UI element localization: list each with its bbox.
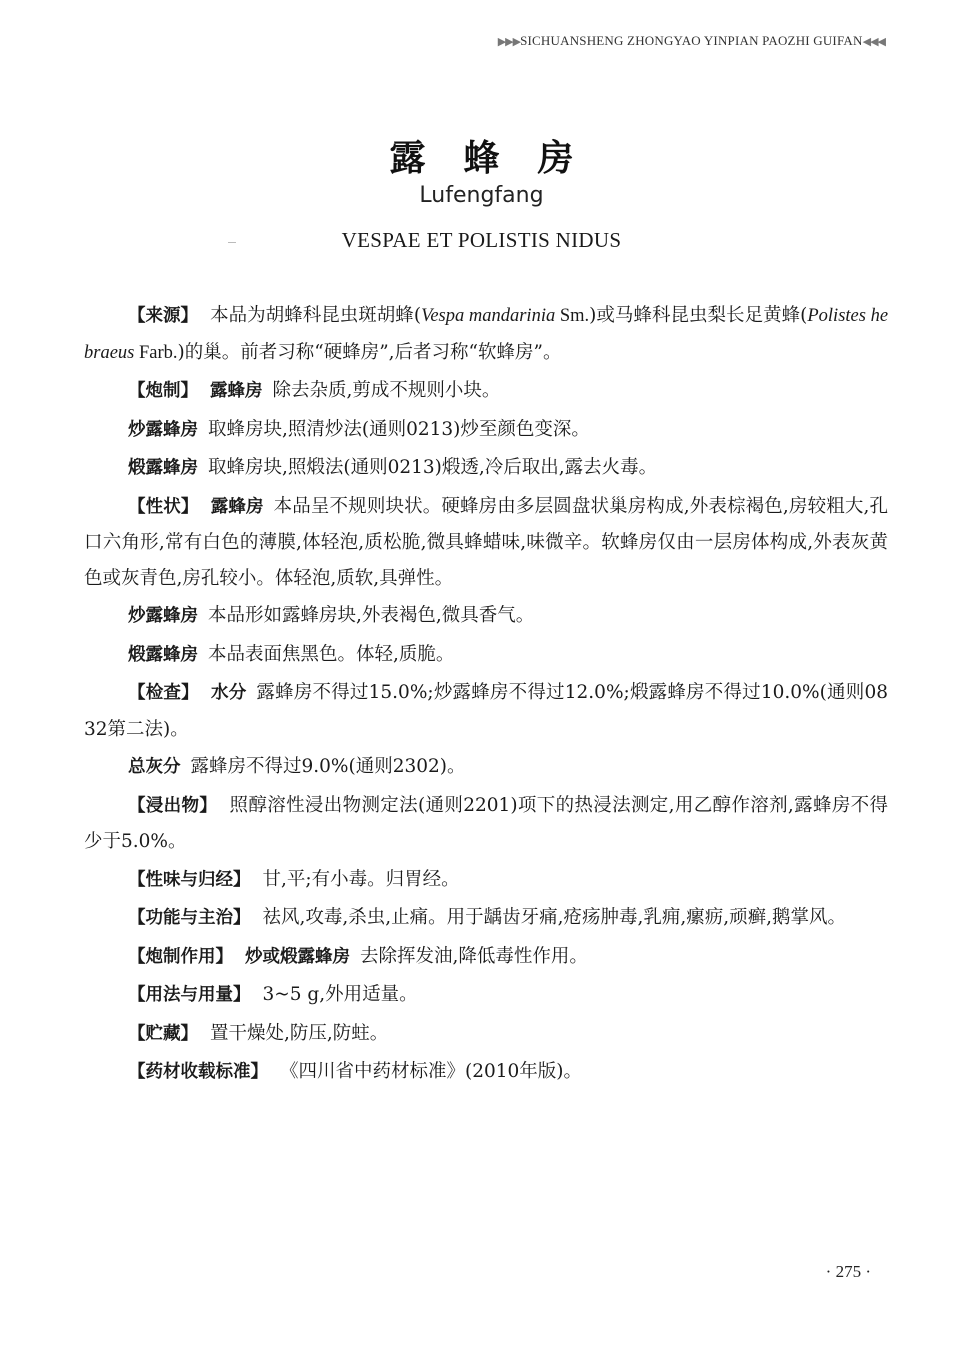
species-vespa: Vespa mandarinia [421, 306, 556, 326]
page-title: 露蜂房 [389, 137, 612, 179]
section-processing: 【炮制】 露蜂房 除去杂质,剪成不规则小块。 [128, 380, 501, 401]
section-storage: 【贮藏】 置干燥处,防压,防蛀。 [128, 1022, 389, 1044]
label-taste: 【性味与归经】 [128, 869, 251, 890]
label-dosage: 【用法与用量】 [128, 985, 251, 1005]
processing-calcined: 煅露蜂房 取蜂房块,照煅法(通则0213)煅透,冷后取出,露去火毒。 [128, 457, 658, 478]
pinyin-name: Lufengfang [419, 183, 544, 208]
properties-calcined: 煅露蜂房 本品表面焦黑色。体轻,质脆。 [128, 643, 455, 665]
section-extract: 【浸出物】 照醇溶性浸出物测定法(通则2201)项下的热浸法测定,用乙醇作溶剂,露蜂房不得少于5.0%。 [84, 794, 889, 852]
running-header [498, 33, 885, 49]
properties-stir-fried: 炒露蜂房 本品形如露蜂房块,外表褐色,微具香气。 [128, 605, 535, 626]
section-dosage: 【用法与用量】 3~5 g,外用适量。 [128, 984, 418, 1005]
arrows-right-icon: ◀◀◀ [862, 36, 885, 48]
section-inspection: 【检查】 水分 露蜂房不得过15.0%;炒露蜂房不得过12.0%;煅露蜂房不得过10.0%(通则0832第二法)。 [84, 682, 888, 740]
label-extract: 【浸出物】 [128, 795, 218, 816]
species-polistes: Polistes hebraeus [84, 306, 889, 363]
section-effect: 【炮制作用】 炒或煅露蜂房 去除挥发油,降低毒性作用。 [128, 945, 588, 967]
label-function: 【功能与主治】 [128, 908, 251, 928]
running-title: SICHUANSHENG ZHONGYAO YINPIAN PAOZHI GUIFAN [520, 33, 863, 48]
label-effect: 【炮制作用】 [128, 946, 233, 967]
label-properties: 【性状】 [128, 496, 199, 517]
inspection-ash: 总灰分 露蜂房不得过9.0%(通则2302)。 [128, 756, 466, 777]
label-inspection: 【检查】 [128, 683, 199, 703]
processing-stir-fried: 炒露蜂房 取蜂房块,照清炒法(通则0213)炒至颜色变深。 [128, 418, 590, 440]
page-number: · 275 · [825, 1262, 871, 1281]
section-source: 【来源】 本品为胡蜂科昆虫斑胡蜂(Vespa mandarinia Sm.)或马蜂科昆虫梨长足黄蜂(Polistes hebraeus Farb.)的巢。前者习称“硬蜂房”,后者习称“软蜂房”。 [84, 305, 889, 363]
label-source: 【来源】 [128, 306, 199, 326]
monograph-body [84, 298, 888, 1093]
section-function: 【功能与主治】 祛风,攻毒,杀虫,止痛。用于龋齿牙痛,疮疡肿毒,乳痈,瘰疬,顽癣,鹅掌风。 [128, 907, 847, 928]
label-storage: 【贮藏】 [128, 1023, 198, 1044]
latin-name: VESPAE ET POLISTIS NIDUS [341, 228, 622, 252]
arrows-left-icon: ▶▶▶ [497, 36, 521, 48]
section-taste: 【性味与归经】 甘,平;有小毒。归胃经。 [128, 868, 460, 890]
section-standard: 【药材收载标准】 《四川省中药材标准》(2010年版)。 [128, 1061, 583, 1082]
label-processing: 【炮制】 [128, 381, 198, 401]
section-properties: 【性状】 露蜂房 本品呈不规则块状。硬蜂房由多层圆盘状巢房构成,外表棕褐色,房较粗大,孔口六角形,常有白色的薄膜,体轻泡,质松脆,微具蜂蜡味,味微辛。软蜂房仅由一层房体构成,外表灰黄色或灰青色,房孔较小。体轻泡,质软,具弹性。 [84, 495, 889, 589]
label-standard: 【药材收载标准】 [128, 1062, 268, 1082]
